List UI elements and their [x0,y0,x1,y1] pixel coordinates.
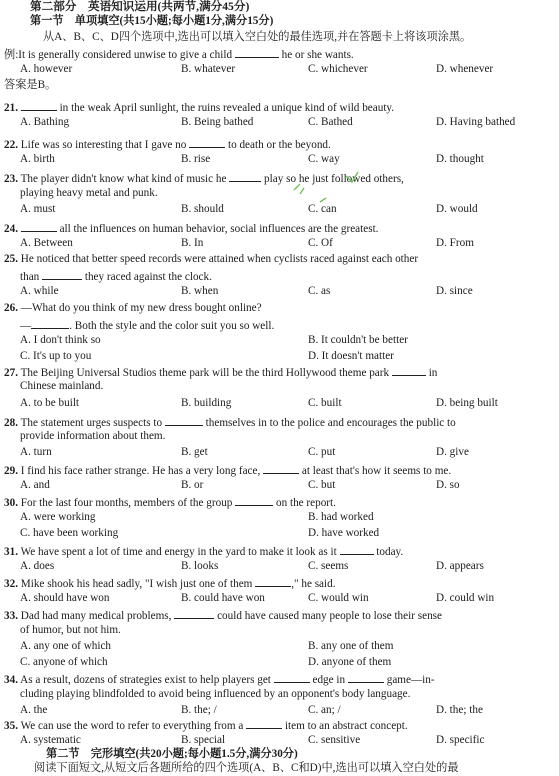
question-27-stem-continued: Chinese mainland. [20,380,104,392]
question-26-option-a: A. I don't think so [20,334,101,346]
answer-blank [235,495,273,506]
question-34-stem: 34. As a result, dozens of strategies exist to help players get edge in game—in- [4,674,435,686]
pen-mark [290,168,370,218]
example-option-b: B. whatever [181,63,236,75]
question-30-option-d: D. have worked [308,527,380,539]
question-30-option-b: B. had worked [308,511,374,523]
question-21-stem: 21. in the weak April sunlight, the ruins revealed a unique kind of wild beauty. [4,102,395,114]
question-32-option-b: B. could have won [181,592,265,604]
question-28-option-b: B. get [181,446,208,458]
question-34-option-d: D. the; the [436,704,483,716]
question-23-option-b: B. should [181,203,224,215]
question-33-option-d: D. anyone of them [308,656,392,668]
section2-title: 第二节 完形填空(共20小题;每小题1.5分,满分30分) [46,748,298,760]
question-24-option-d: D. From [436,237,474,249]
section1-instruction: 从A、B、C、D四个选项中,选出可以填入空白处的最佳选项,并在答题卡上将该项涂黑。 [43,31,472,43]
question-34-option-a: A. the [20,704,48,716]
question-22-option-d: D. thought [436,153,484,165]
answer-blank [31,318,69,329]
answer-blank [340,544,374,555]
question-22-option-c: C. way [308,153,340,165]
question-25-option-d: D. since [436,285,473,297]
part-title: 第二部分 英语知识运用(共两节,满分45分) [30,0,250,13]
question-28-stem-continued: provide information about them. [20,430,166,442]
answer-blank [174,608,214,619]
question-28-option-c: C. put [308,446,336,458]
question-24-option-c: C. Of [308,237,333,249]
question-30-option-c: C. have been working [20,527,119,539]
answer-blank [263,463,299,474]
question-32-option-d: D. could win [436,592,495,604]
answer-blank [21,221,57,232]
question-26-option-c: C. It's up to you [20,350,92,362]
question-27-option-d: D. being built [436,397,498,409]
example-option-a: A. however [20,63,73,75]
question-24-option-b: B. In [181,237,204,249]
question-23-stem-continued: playing heavy metal and punk. [20,187,158,199]
question-28-option-a: A. turn [20,446,52,458]
question-26-reply: — . Both the style and the color suit you so well. [20,320,275,332]
question-21-option-a: A. Bathing [20,116,70,128]
question-29-option-a: A. and [20,479,50,491]
question-29-option-b: B. or [181,479,204,491]
answer-blank [235,47,279,58]
question-23-option-a: A. must [20,203,56,215]
answer-blank [21,100,57,111]
answer-blank [229,171,261,182]
question-28-option-d: D. give [436,446,469,458]
question-33-stem-continued: of humor, but not him. [20,624,121,636]
question-31-option-d: D. appears [436,560,484,572]
question-32-option-a: A. should have won [20,592,110,604]
question-27-option-b: B. building [181,397,232,409]
question-21-option-d: D. Having bathed [436,116,516,128]
question-31-option-b: B. looks [181,560,219,572]
section2-instruction: 阅读下面短文,从短文后各题所给的四个选项(A、B、C和D)中,选出可以填入空白处的最 [34,762,459,774]
question-34-stem-continued: cluding playing blindfolded to avoid being influenced by an opponent's body language. [20,688,411,700]
question-31-option-c: C. seems [308,560,349,572]
answer-blank [348,672,384,683]
question-33-stem: 33. Dad had many medical problems, could have caused many people to lose their sense [4,610,442,622]
answer-blank [189,137,225,148]
question-35-option-c: C. sensitive [308,734,361,746]
answer-blank [392,365,426,376]
answer-blank [165,415,203,426]
question-26-option-d: D. It doesn't matter [308,350,394,362]
example-option-c: C. whichever [308,63,368,75]
question-24-option-a: A. Between [20,237,73,249]
question-25-option-b: B. when [181,285,219,297]
question-35-option-a: A. systematic [20,734,81,746]
answer-blank [255,576,291,587]
question-30-stem: 30. For the last four months, members of the group on the report. [4,497,336,509]
question-31-stem: 31. We have spent a lot of time and energy in the yard to make it look as it today. [4,546,404,558]
answer-blank [274,672,310,683]
question-21-option-b: B. Being bathed [181,116,254,128]
question-22-option-a: A. birth [20,153,55,165]
question-24-stem: 24. all the influences on human behavior, social influences are the greatest. [4,223,379,235]
question-29-stem: 29. I find his face rather strange. He has a very long face, at least that's how it seems to me. [4,465,452,477]
question-22-option-b: B. rise [181,153,211,165]
question-34-option-c: C. an; / [308,704,341,716]
question-23-option-d: D. would [436,203,478,215]
question-33-option-c: C. anyone of which [20,656,108,668]
question-26-stem: 26. —What do you think of my new dress bought online? [4,302,262,314]
question-31-option-a: A. does [20,560,55,572]
section1-title: 第一节 单项填空(共15小题;每小题1分,满分15分) [30,15,274,27]
answer-blank [42,269,82,280]
example-stem: 例:It is generally considered unwise to give a child he or she wants. [4,49,354,61]
question-21-option-c: C. Bathed [308,116,353,128]
question-28-stem: 28. The statement urges suspects to themselves in to the police and encourages the public to [4,417,456,429]
question-29-option-c: C. but [308,479,336,491]
question-25-stem-continued: than they raced against the clock. [20,271,212,283]
question-22-stem: 22. Life was so interesting that I gave no to death or the beyond. [4,139,331,151]
question-23-stem: 23. The player didn't know what kind of music he play so he just followed others, [4,173,404,185]
question-26-option-b: B. It couldn't be better [308,334,408,346]
question-23-option-c: C. can [308,203,337,215]
question-32-stem: 32. Mike shook his head sadly, "I wish just one of them ," he said. [4,578,336,590]
example-option-d: D. whenever [436,63,494,75]
answer-blank [246,718,282,729]
question-27-option-a: A. to be built [20,397,80,409]
question-33-option-b: B. any one of them [308,640,394,652]
question-25-option-a: A. while [20,285,59,297]
question-25-stem: 25. He noticed that better speed records were attained when cyclists raced against each other [4,253,419,265]
question-27-stem: 27. The Beijing Universal Studios theme park will be the third Hollywood theme park in [4,367,438,379]
example-answer: 答案是B。 [4,79,57,91]
question-34-option-b: B. the; / [181,704,217,716]
question-32-option-c: C. would win [308,592,369,604]
question-25-option-c: C. as [308,285,331,297]
question-35-stem: 35. We can use the word to refer to everything from a item to an abstract concept. [4,720,408,732]
question-35-option-d: D. specific [436,734,485,746]
question-30-option-a: A. were working [20,511,96,523]
question-35-option-b: B. special [181,734,226,746]
question-29-option-d: D. so [436,479,460,491]
question-27-option-c: C. built [308,397,342,409]
question-33-option-a: A. any one of which [20,640,112,652]
